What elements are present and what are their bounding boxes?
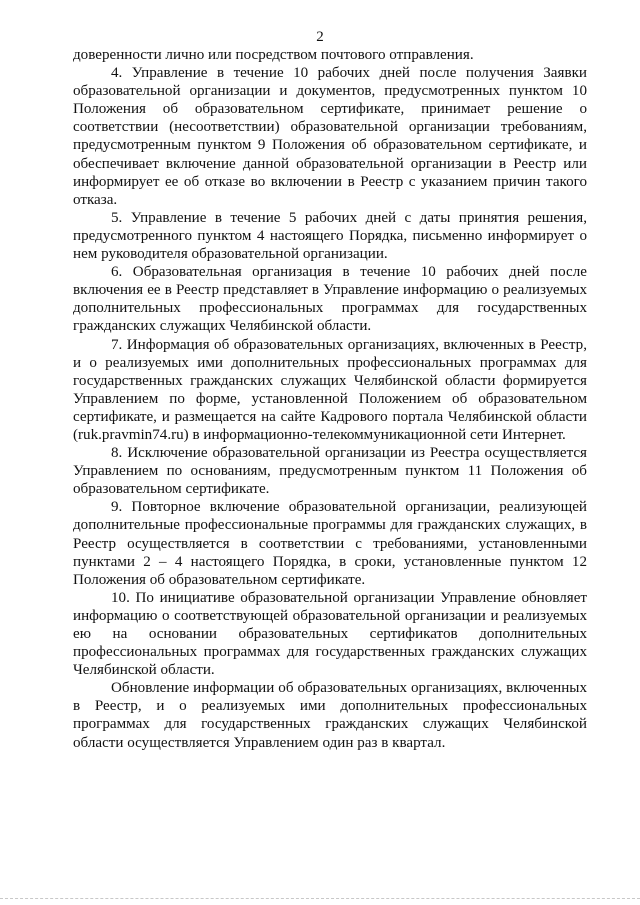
paragraph-item-10-addendum: Обновление информации об образовательных организациях, включенных в Реестр, и о реализуемых ими дополнительных профессиональных программах для государственных гражданских служащих Челябинской области осуществляется Управлением один раз в квартал. [73, 680, 587, 751]
paragraph-item-4: 4. Управление в течение 10 рабочих дней после получения Заявки образовательной организации и документов, предусмотренных пунктом 10 Положения об образовательном сертификате, принимает решение о соответствии (несоответствии) образовательной организации требованиям, предусмотренным пунктом 9 Положения об образовательном сертификате, и обеспечивает включение данной образовательной организации в Реестр или информирует ее об отказе во включении в Реестр с указанием причин такого отказа. [73, 65, 587, 208]
page-bottom-edge [0, 898, 640, 899]
paragraph-item-6: 6. Образовательная организация в течение 10 рабочих дней после включения ее в Реестр представляет в Управление информацию о реализуемых дополнительных профессиональных программах для государственных гражданских служащих Челябинской области. [73, 264, 587, 335]
page-number: 2 [316, 29, 324, 45]
paragraph-item-5: 5. Управление в течение 5 рабочих дней с даты принятия решения, предусмотренного пунктом 4 настоящего Порядка, письменно информирует о нем руководителя образовательной организации. [73, 209, 587, 263]
paragraph-item-7: 7. Информация об образовательных организациях, включенных в Реестр, и о реализуемых ими дополнительных профессиональных программах для государственных гражданских служащих Челябинской области формируется Управлением по форме, установленной Положением об образовательном сертификате, и размещается на сайте Кадрового портала Челябинской области (ruk.pravmin74.ru) в информационно-телекоммуникационной сети Интернет. [73, 336, 587, 443]
paragraph-continuation: доверенности лично или посредством почтового отправления. [73, 47, 474, 63]
paragraph-item-10: 10. По инициативе образовательной организации Управление обновляет информацию о соответствующей образовательной организации и реализуемых ею на основании образовательных сертификатов дополнительных профессиональных программах для государственных гражданских служащих Челябинской области. [73, 589, 587, 679]
paragraph-item-9: 9. Повторное включение образовательной организации, реализующей дополнительные профессиональные программы для гражданских служащих, в Реестр осуществляется в соответствии с требованиями, установленными пунктами 2 – 4 настоящего Порядка, в сроки, установленные пунктом 12 Положения об образовательном сертификате. [73, 499, 587, 588]
document-body [73, 46, 587, 752]
paragraph-item-8: 8. Исключение образовательной организации из Реестра осуществляется Управлением по основаниям, предусмотренным пунктом 11 Положения об образовательном сертификате. [73, 445, 587, 498]
